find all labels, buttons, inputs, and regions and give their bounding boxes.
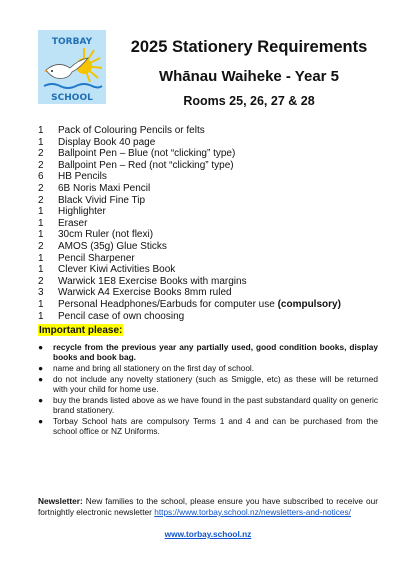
list-item [38, 195, 378, 207]
note-item [38, 395, 378, 415]
note-item [38, 374, 378, 394]
bullet-icon: ● [38, 363, 44, 373]
item-quantity: 3 [38, 287, 44, 299]
note-text: recycle from the previous year any partially used, good condition books, display books and book bag. [53, 342, 378, 362]
newsletter-label: Newsletter: [38, 496, 83, 506]
item-description [58, 148, 235, 160]
item-description-text: Eraser [58, 217, 88, 229]
item-description [58, 264, 175, 276]
logo-bottom-text: SCHOOL [51, 93, 93, 103]
item-description-text: Display Book 40 page [58, 136, 156, 148]
item-description-text: 30cm Ruler (not flexi) [58, 229, 154, 241]
list-item [38, 148, 378, 160]
school-website-link[interactable]: www.torbay.school.nz [164, 529, 252, 539]
item-description [58, 206, 106, 218]
item-quantity: 1 [38, 217, 44, 229]
item-description-text: Clever Kiwi Activities Book [58, 264, 176, 276]
logo-top-text: TORBAY [51, 37, 93, 47]
newsletter-link[interactable]: https://www.torbay.school.nz/newsletters-and-notices/ [154, 507, 351, 517]
rooms-heading: Rooms 25, 26, 27 & 28 [183, 94, 315, 108]
item-description [58, 218, 87, 230]
item-description [58, 195, 145, 207]
bullet-icon: ● [38, 416, 44, 426]
list-item [38, 264, 378, 276]
list-item [38, 287, 378, 299]
school-logo [38, 30, 106, 104]
item-description-text: Ballpoint Pen – Red (not “clicking” type) [58, 159, 234, 171]
item-quantity: 2 [38, 148, 44, 160]
list-item [38, 125, 378, 137]
newsletter-text: New families to the school, please ensure you have subscribed to receive our fortnightly electronic newsletter [38, 496, 378, 517]
item-description-text: Warwick 1E8 Exercise Books with margins [58, 275, 247, 287]
item-quantity: 1 [38, 229, 44, 241]
important-heading: Important please: [39, 325, 123, 336]
item-quantity: 2 [38, 275, 44, 287]
bullet-icon: ● [38, 342, 44, 352]
item-quantity: 2 [38, 182, 44, 194]
item-description [58, 160, 234, 172]
item-quantity: 1 [38, 136, 44, 148]
item-quantity: 1 [38, 252, 44, 264]
item-description [58, 137, 155, 149]
footer [0, 529, 416, 539]
list-item [38, 276, 378, 288]
item-description [58, 299, 341, 311]
note-item [38, 416, 378, 436]
item-quantity: 2 [38, 240, 44, 252]
item-description [58, 311, 184, 323]
list-item [38, 160, 378, 172]
list-item [38, 137, 378, 149]
item-quantity: 2 [38, 159, 44, 171]
item-description [58, 125, 205, 137]
item-description [58, 241, 167, 253]
item-description [58, 253, 135, 265]
item-quantity: 1 [38, 206, 44, 218]
item-description [58, 171, 107, 183]
list-item [38, 241, 378, 253]
list-item [38, 229, 378, 241]
list-item [38, 311, 378, 323]
note-text: do not include any novelty stationery (such as Smiggle, etc) as these will be returned with your child for home use. [53, 374, 378, 394]
item-description-text: Personal Headphones/Earbuds for computer use [58, 298, 278, 310]
item-quantity: 1 [38, 310, 44, 322]
item-quantity: 1 [38, 264, 44, 276]
item-description-text: 6B Noris Maxi Pencil [58, 182, 151, 194]
note-item [38, 363, 378, 373]
page-subtitle: Whānau Waiheke - Year 5 [158, 68, 340, 85]
item-description [58, 229, 153, 241]
list-item [38, 299, 378, 311]
item-description-text: HB Pencils [58, 171, 107, 183]
item-description [58, 183, 150, 195]
stationery-list [38, 125, 378, 322]
item-description-text: Pack of Colouring Pencils or felts [58, 125, 205, 136]
note-text: buy the brands listed above as we have found in the past substandard quality on generic brand stationery. [53, 395, 378, 415]
item-description-text: Pencil Sharpener [58, 252, 135, 264]
item-description-text: AMOS (35g) Glue Sticks [58, 240, 167, 252]
item-quantity: 6 [38, 171, 44, 183]
page-title: 2025 Stationery Requirements [130, 38, 368, 56]
item-quantity: 1 [38, 125, 44, 136]
item-emphasis: (compulsory) [277, 298, 341, 310]
item-description-text: Ballpoint Pen – Blue (not “clicking” type) [58, 148, 236, 160]
item-description [58, 287, 232, 299]
item-description-text: Pencil case of own choosing [58, 310, 185, 322]
list-item [38, 253, 378, 265]
note-text: Torbay School hats are compulsory Terms 1 and 4 and can be purchased from the school office or NZ Uniforms. [53, 416, 378, 436]
item-description-text: Black Vivid Fine Tip [58, 194, 146, 206]
list-item [38, 171, 378, 183]
item-description [58, 276, 247, 288]
note-text: name and bring all stationery on the first day of school. [53, 363, 255, 373]
bullet-icon: ● [38, 395, 44, 405]
list-item [38, 206, 378, 218]
item-quantity: 2 [38, 194, 44, 206]
list-item [38, 183, 378, 195]
newsletter-paragraph [38, 496, 378, 518]
important-notes-list [38, 342, 378, 437]
item-quantity: 1 [38, 298, 44, 310]
note-item [38, 342, 378, 362]
list-item [38, 218, 378, 230]
bullet-icon: ● [38, 374, 44, 384]
item-description-text: Highlighter [58, 206, 106, 218]
item-description-text: Warwick A4 Exercise Books 8mm ruled [58, 287, 232, 299]
